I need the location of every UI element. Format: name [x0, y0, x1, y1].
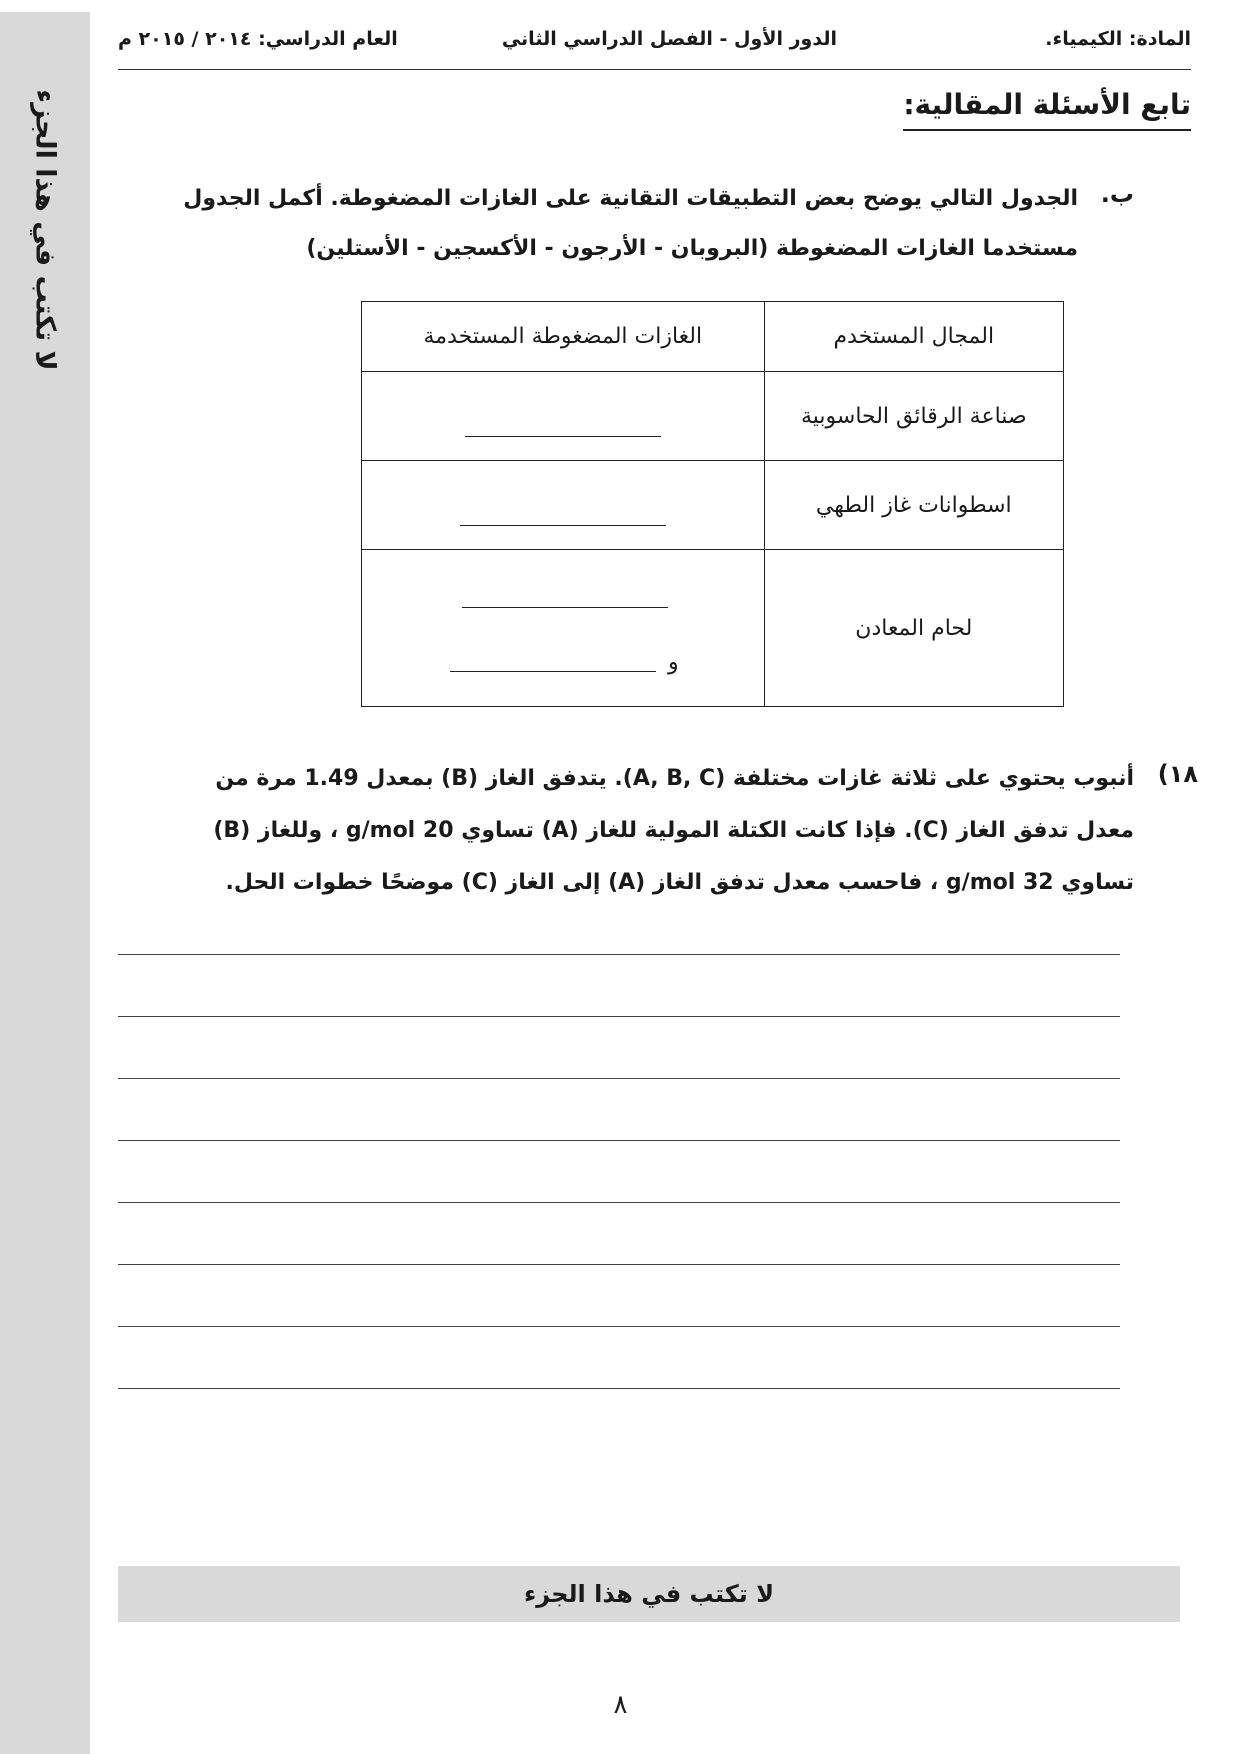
- answer-line[interactable]: [118, 1388, 1120, 1389]
- question-18-number: ١٨): [1157, 760, 1198, 788]
- session-label: الدور الأول - الفصل الدراسي الثاني: [501, 28, 837, 50]
- answer-line[interactable]: [118, 1202, 1120, 1203]
- table-row: [362, 372, 1064, 461]
- connector-and: و: [668, 650, 679, 675]
- answer-blank-pair: [362, 558, 764, 698]
- question-b-line-1: الجدول التالي يوضح بعض التطبيقات التقانية على الغازات المضغوطة. أكمل الجدول: [183, 186, 1078, 211]
- header-field: المجال المستخدم: [764, 302, 1063, 372]
- row-field-welding: لحام المعادن: [764, 550, 1063, 707]
- answer-line[interactable]: [118, 954, 1120, 955]
- answer-blank[interactable]: [462, 607, 668, 608]
- section-title: تابع الأسئلة المقالية:: [903, 88, 1191, 131]
- no-write-side-strip: [0, 12, 90, 1754]
- table-row: [362, 550, 1064, 707]
- compressed-gases-table: [361, 301, 1064, 707]
- page-number: ٨: [613, 1690, 628, 1720]
- row-answer-cell: [362, 372, 765, 461]
- question-b-text: [178, 174, 1078, 274]
- answer-line[interactable]: [118, 1016, 1120, 1017]
- question-18-text: [134, 753, 1134, 909]
- answer-blank[interactable]: [460, 525, 666, 526]
- no-write-side-label: لا تكتب في هذا الجزء: [29, 89, 61, 371]
- row-answer-cell: [362, 550, 765, 707]
- table-header-row: [362, 302, 1064, 372]
- no-write-footer-bar: لا تكتب في هذا الجزء: [118, 1566, 1180, 1622]
- row-answer-cell: [362, 461, 765, 550]
- table-row: [362, 461, 1064, 550]
- question-18-line-2: معدل تدفق الغاز (C). فإذا كانت الكتلة المولية للغاز (A) تساوي 20 g/mol ، وللغاز (B): [213, 818, 1134, 843]
- row-field-cooking-gas: اسطوانات غاز الطهي: [764, 461, 1063, 550]
- answer-blank[interactable]: [465, 436, 661, 437]
- header-divider: [118, 69, 1191, 70]
- header-gases: الغازات المضغوطة المستخدمة: [362, 302, 765, 372]
- question-b-line-2: مستخدما الغازات المضغوطة (البروبان - الأرجون - الأكسجين - الأستلين): [306, 236, 1078, 261]
- subject-label: المادة: الكيمياء.: [1045, 28, 1191, 50]
- question-b-letter: ب.: [1100, 180, 1134, 208]
- row-field-chips: صناعة الرقائق الحاسوبية: [764, 372, 1063, 461]
- answer-line[interactable]: [118, 1140, 1120, 1141]
- answer-line[interactable]: [118, 1264, 1120, 1265]
- year-label: العام الدراسي: ٢٠١٤ / ٢٠١٥ م: [118, 28, 398, 50]
- question-18-line-3: تساوي 32 g/mol ، فاحسب معدل تدفق الغاز (A) إلى الغاز (C) موضحًا خطوات الحل.: [225, 870, 1134, 895]
- answer-blank[interactable]: [450, 671, 656, 672]
- question-18-line-1: أنبوب يحتوي على ثلاثة غازات مختلفة (A, B, C). يتدفق الغاز (B) بمعدل 1.49 مرة من: [215, 766, 1134, 791]
- page-header: [118, 18, 1191, 68]
- answer-line[interactable]: [118, 1326, 1120, 1327]
- answer-line[interactable]: [118, 1078, 1120, 1079]
